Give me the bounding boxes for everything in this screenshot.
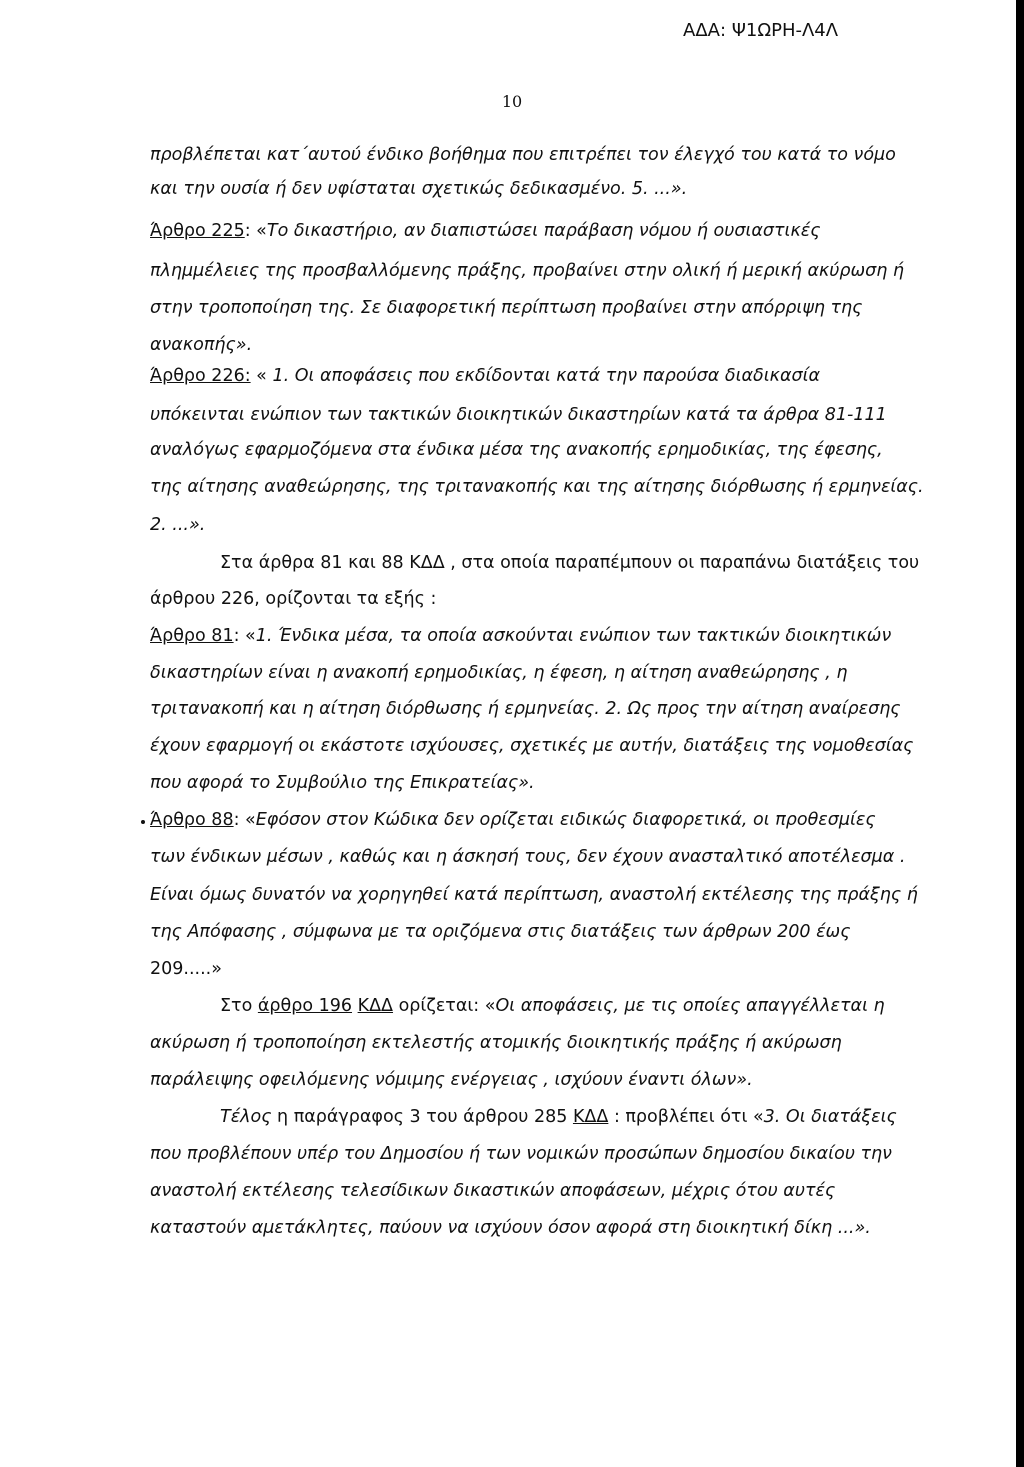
text-segment: 209.....» [150, 959, 222, 979]
text-line [150, 921, 850, 943]
text-line [150, 772, 535, 794]
text-segment: ανακοπής». [150, 335, 253, 355]
ada-code: ΑΔΑ: Ψ1ΩΡΗ-Λ4Λ [683, 20, 839, 41]
text-line [150, 625, 891, 647]
text-line [150, 334, 252, 356]
text-line [150, 514, 205, 536]
text-segment: άρθρο 196 [257, 996, 353, 1016]
text-segment: ΚΔΔ [357, 996, 394, 1016]
text-segment: υπόκεινται ενώπιον των τακτικών διοικητικών δικαστηρίων κατά τα άρθρα 81-111 [150, 405, 887, 425]
text-line [150, 809, 876, 831]
text-segment: 1. Ένδικα μέσα, τα οποία ασκούνται ενώπιον των τακτικών διοικητικών [255, 626, 892, 646]
text-segment: παράλειψης οφειλόμενης νόμιμης ενέργειας , ισχύουν έναντι όλων». [150, 1070, 753, 1090]
text-segment: και την ουσία ή δεν υφίσταται σχετικώς δεδικασμένο. 5. ...». [150, 179, 688, 199]
text-segment: αναστολή εκτέλεσης τελεσίδικων δικαστικών αποφάσεων, μέχρις ότου αυτές [150, 1181, 836, 1201]
text-line [150, 476, 924, 498]
text-segment: τριτανακοπή και η αίτηση διόρθωσης ή ερμηνείας. 2. Ως προς την αίτηση αναίρεσης [150, 699, 901, 719]
text-segment: « [250, 366, 273, 386]
text-line [150, 144, 896, 166]
text-line [150, 958, 222, 980]
text-segment: 1. Οι αποφάσεις που εκδίδονται κατά την παρούσα διαδικασία [272, 366, 821, 386]
text-segment: Στα άρθρα 81 και 88 ΚΔΔ , στα οποία παραπέμπουν οι παραπάνω διατάξεις του [220, 553, 920, 573]
scan-edge [1016, 0, 1024, 1467]
text-segment: που προβλέπουν υπέρ του Δημοσίου ή των νομικών προσώπων δημοσίου δικαίου την [150, 1144, 892, 1164]
text-line [150, 662, 847, 684]
text-line [150, 698, 901, 720]
text-segment: Εφόσον στον Κώδικα δεν ορίζεται ειδικώς διαφορετικά, οι προθεσμίες [255, 810, 876, 830]
text-line [150, 735, 913, 757]
text-segment: 2. ...». [150, 515, 206, 535]
text-segment: άρθρου 226, ορίζονται τα εξής : [150, 589, 437, 609]
text-line [150, 404, 887, 426]
text-segment: έχουν εφαρμογή οι εκάστοτε ισχύουσες, σχετικές με αυτήν, διατάξεις της νομοθεσίας [150, 736, 914, 756]
text-segment: Οι αποφάσεις, με τις οποίες απαγγέλλεται η [495, 996, 885, 1016]
text-segment: στην τροποποίηση της. Σε διαφορετική περίπτωση προβαίνει στην απόρριψη της [150, 298, 863, 318]
text-segment: η παράγραφος 3 του άρθρου 285 [271, 1107, 573, 1127]
text-line [150, 1032, 842, 1054]
text-line [150, 365, 820, 387]
text-segment: Άρθρο 225 [150, 221, 245, 241]
text-segment: Στο [220, 996, 258, 1016]
text-segment: της αίτησης αναθεώρησης, της τριτανακοπής και της αίτησης διόρθωσης ή ερμηνείας. [150, 477, 924, 497]
text-segment: που αφορά το Συμβούλιο της Επικρατείας». [150, 773, 535, 793]
text-line [150, 439, 883, 461]
text-segment: προβλέπεται κατ΄αυτού ένδικο βοήθημα που επιτρέπει τον έλεγχό του κατά το νόμο [150, 145, 896, 165]
text-segment: : « [244, 221, 267, 241]
text-segment: Άρθρο 226: [150, 366, 251, 386]
text-line [150, 260, 904, 282]
text-line [150, 178, 687, 200]
text-segment: Άρθρο 81 [150, 626, 234, 646]
text-segment: : προβλέπει ότι « [608, 1107, 764, 1127]
text-line [150, 1069, 753, 1091]
page-number: 10 [501, 92, 523, 111]
text-segment: 3. Οι διατάξεις [763, 1107, 897, 1127]
text-segment: Είναι όμως δυνατόν να χορηγηθεί κατά περίπτωση, αναστολή εκτέλεσης της πράξης ή [150, 885, 918, 905]
text-segment: των ένδικων μέσων , καθώς και η άσκησή τους, δεν έχουν ανασταλτικό αποτέλεσμα . [150, 847, 906, 867]
text-segment: πλημμέλειες της προσβαλλόμενης πράξης, προβαίνει στην ολική ή μερική ακύρωση ή [150, 261, 905, 281]
text-segment: καταστούν αμετάκλητες, παύουν να ισχύουν όσον αφορά στη διοικητική δίκη ...». [150, 1218, 871, 1238]
text-segment: Το δικαστήριο, αν διαπιστώσει παράβαση νόμου ή ουσιαστικές [266, 221, 821, 241]
bullet-mark [141, 820, 145, 824]
text-segment: ακύρωση ή τροποποίηση εκτελεστής ατομικής διοικητικής πράξης ή ακύρωση [150, 1033, 842, 1053]
text-line [150, 588, 436, 610]
text-line [220, 552, 919, 574]
text-segment: ΚΔΔ [572, 1107, 609, 1127]
text-line [220, 995, 885, 1017]
text-line [150, 1217, 871, 1239]
text-line [150, 220, 821, 242]
text-segment: Άρθρο 88 [150, 810, 234, 830]
text-line [150, 846, 905, 868]
text-segment: της Απόφασης , σύμφωνα με τα οριζόμενα στις διατάξεις των άρθρων 200 έως [150, 922, 851, 942]
text-line [150, 1180, 835, 1202]
text-segment: : « [233, 626, 256, 646]
text-segment: δικαστηρίων είναι η ανακοπή ερημοδικίας, η έφεση, η αίτηση αναθεώρησης , η [150, 663, 848, 683]
text-line [150, 884, 918, 906]
text-segment: αναλόγως εφαρμοζόμενα στα ένδικα μέσα της ανακοπής ερημοδικίας, της έφεσης, [150, 440, 883, 460]
text-segment: ορίζεται: « [393, 996, 496, 1016]
text-line [150, 1143, 892, 1165]
text-line [150, 297, 862, 319]
text-segment: : « [233, 810, 256, 830]
text-segment: Τέλος [220, 1107, 272, 1127]
text-line [220, 1106, 897, 1128]
